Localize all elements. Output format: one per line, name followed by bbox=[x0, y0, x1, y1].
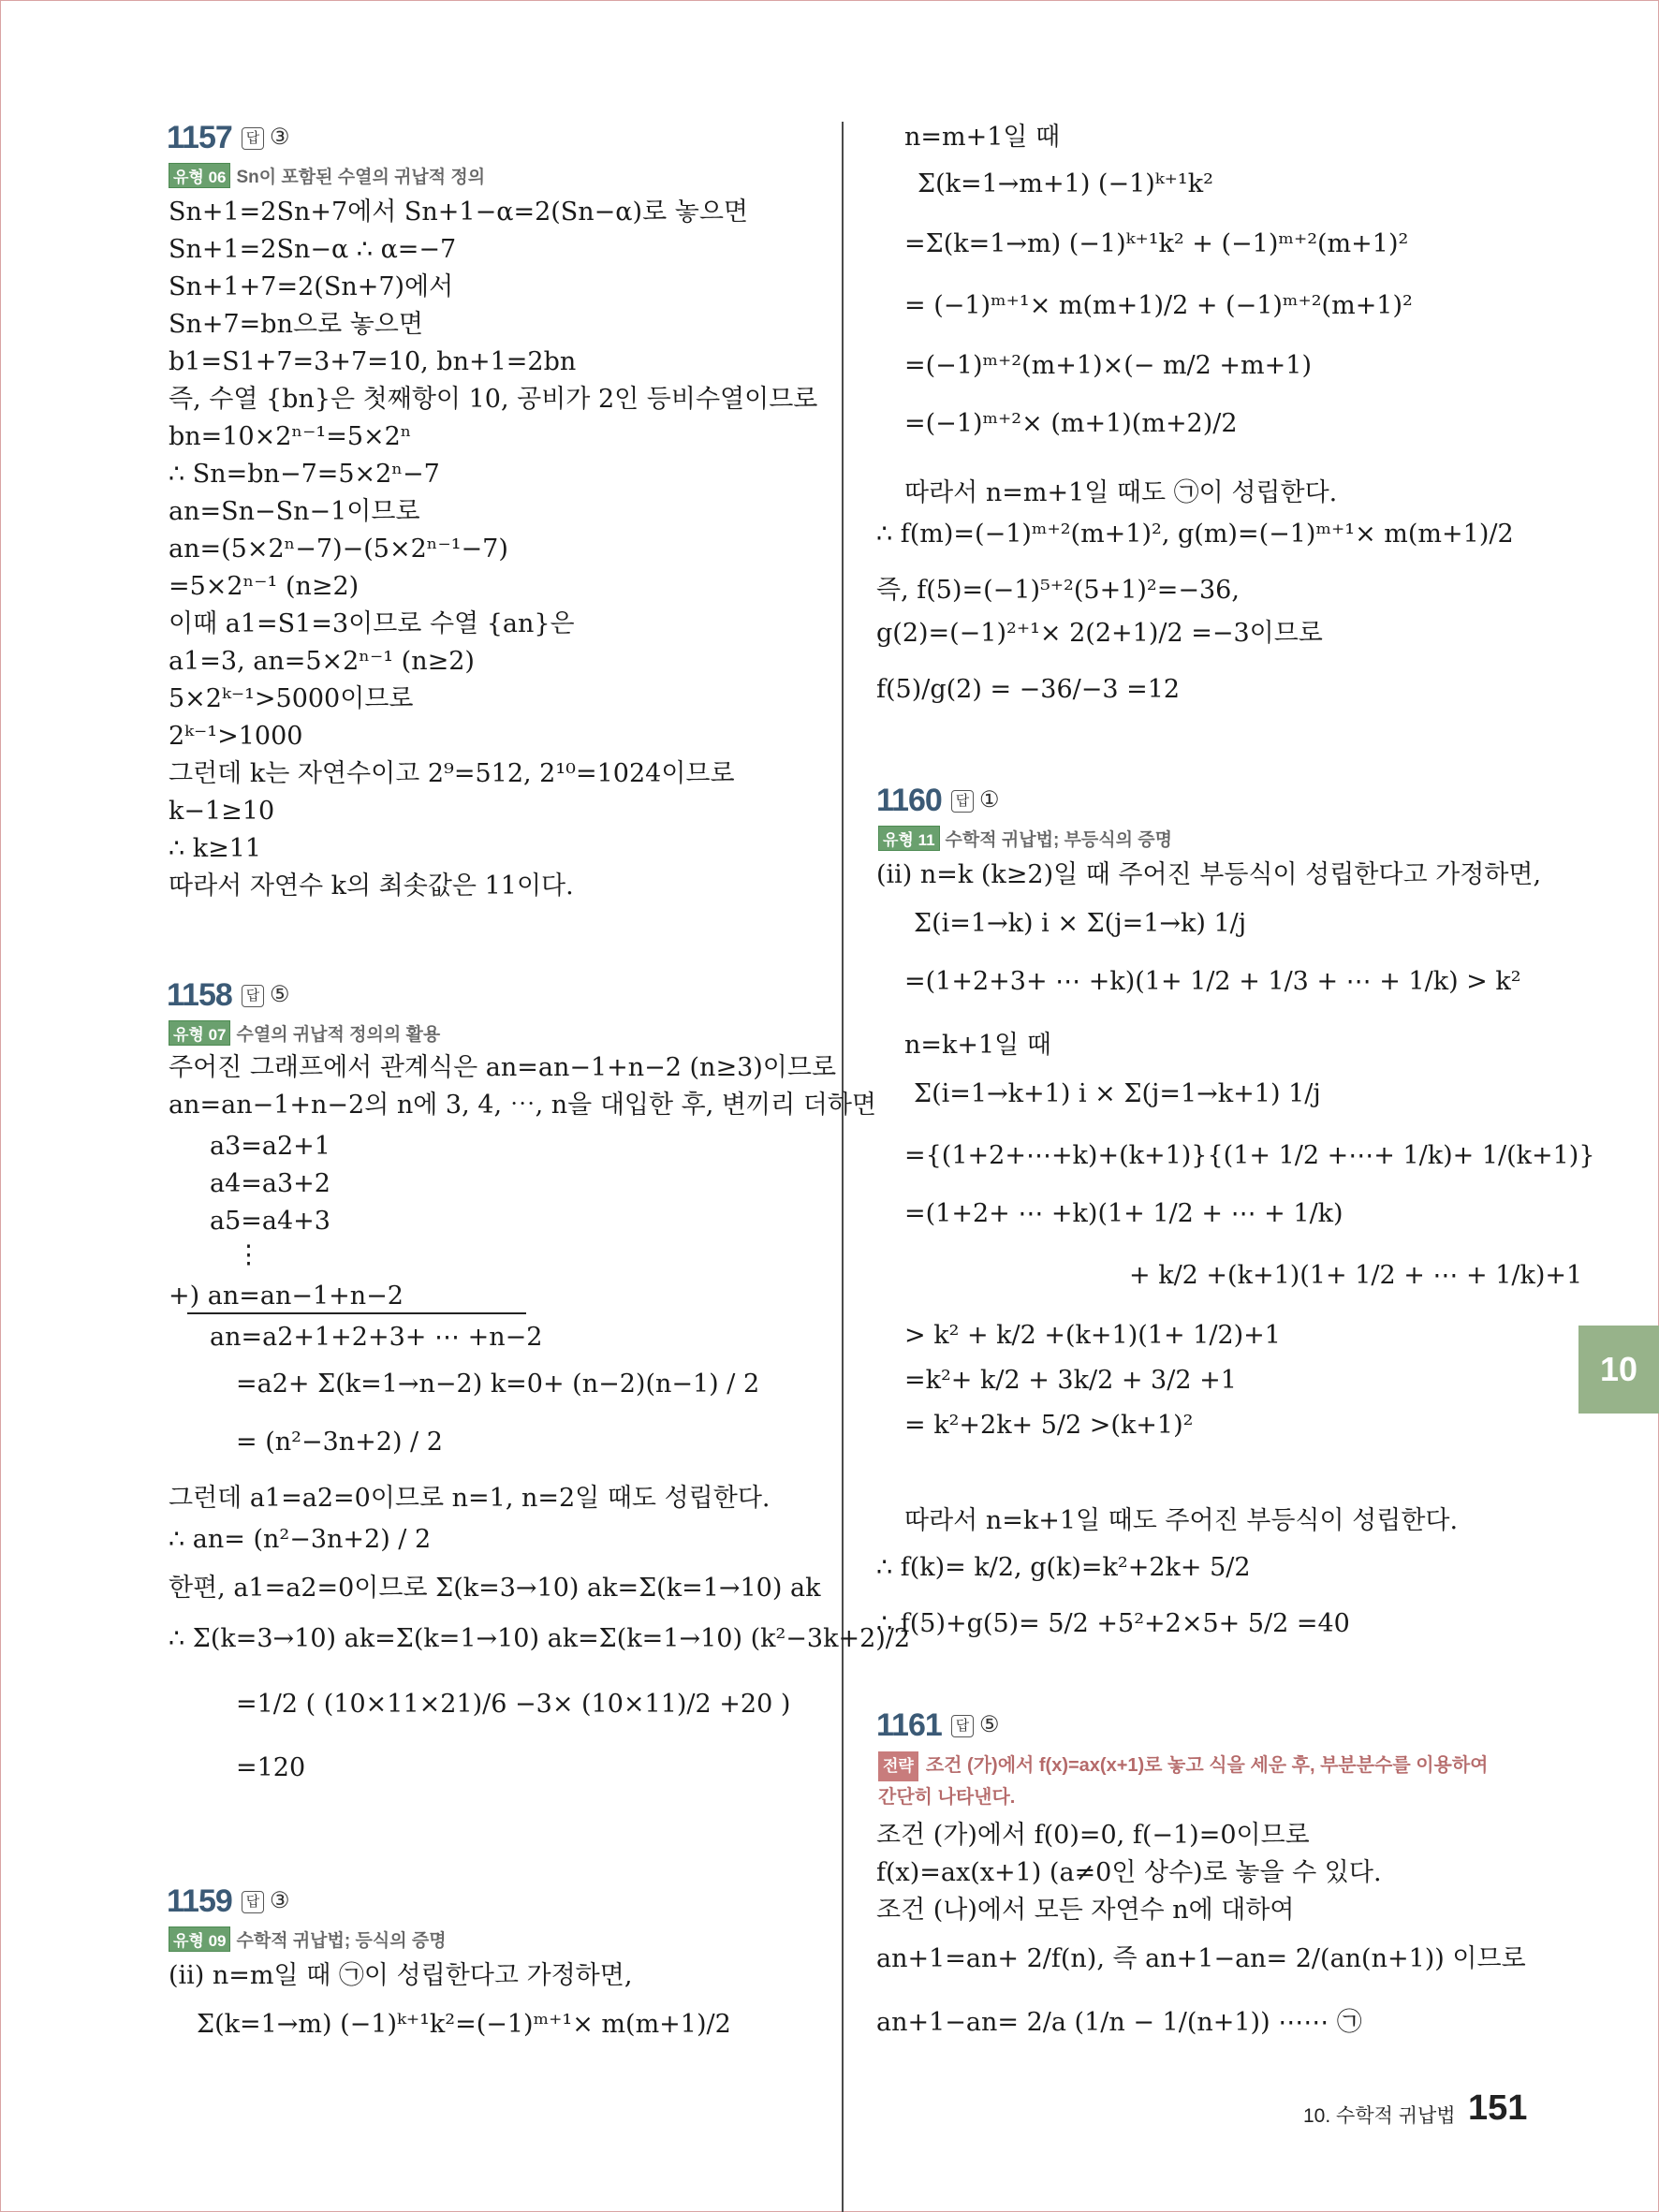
solution-line: an=a2+1+2+3+ ⋯ +n−2 bbox=[210, 1323, 543, 1352]
problem-number: 1160 bbox=[876, 783, 942, 818]
solution-line: +) an=an−1+n−2 bbox=[169, 1282, 404, 1311]
solution-line: 따라서 자연수 k의 최솟값은 11이다. bbox=[169, 872, 574, 901]
solution-line: 한편, a1=a2=0이므로 Σ(k=3→10) ak=Σ(k=1→10) ak bbox=[169, 1574, 821, 1603]
solution-line: a1=3, an=5×2ⁿ⁻¹ (n≥2) bbox=[169, 647, 475, 676]
solution-line: (ii) n=k (k≥2)일 때 주어진 부등식이 성립한다고 가정하면, bbox=[876, 860, 1542, 889]
solution-line: Σ(k=1→m) (−1)ᵏ⁺¹k²=(−1)ᵐ⁺¹× m(m+1)/2 bbox=[197, 2010, 731, 2039]
solution-line: a3=a2+1 bbox=[210, 1132, 330, 1161]
solution-line: g(2)=(−1)²⁺¹× 2(2+1)/2 =−3이므로 bbox=[876, 619, 1323, 648]
type-tag: 유형 06 Sn이 포함된 수열의 귀납적 정의 bbox=[169, 163, 485, 188]
answer-icon: 답 bbox=[242, 1891, 264, 1913]
solution-line: ∴ f(m)=(−1)ᵐ⁺²(m+1)², g(m)=(−1)ᵐ⁺¹× m(m+1)/2 bbox=[876, 520, 1514, 549]
solution-line: =1/2 ( (10×11×21)/6 −3× (10×11)/2 +20 ) bbox=[236, 1690, 791, 1719]
solution-line: an+1=an+ 2/f(n), 즉 an+1−an= 2/(an(n+1)) 이므로 bbox=[876, 1944, 1526, 1973]
solution-line: =(−1)ᵐ⁺²× (m+1)(m+2)/2 bbox=[904, 409, 1238, 438]
solution-line: 따라서 n=m+1일 때도 ㉠이 성립한다. bbox=[904, 478, 1338, 507]
solution-line: 그런데 a1=a2=0이므로 n=1, n=2일 때도 성립한다. bbox=[169, 1484, 771, 1513]
solution-line: Sn+1=2Sn−α ∴ α=−7 bbox=[169, 235, 457, 264]
page-number: 151 bbox=[1468, 2088, 1528, 2128]
solution-line: = k²+2k+ 5/2 >(k+1)² bbox=[904, 1411, 1194, 1440]
solution-line: > k² + k/2 +(k+1)(1+ 1/2)+1 bbox=[904, 1321, 1281, 1350]
solution-line: Sn+1+7=2(Sn+7)에서 bbox=[169, 272, 454, 301]
solution-line: ∴ f(k)= k/2, g(k)=k²+2k+ 5/2 bbox=[876, 1553, 1251, 1582]
sum-underline bbox=[187, 1312, 526, 1314]
solution-line: =Σ(k=1→m) (−1)ᵏ⁺¹k² + (−1)ᵐ⁺²(m+1)² bbox=[904, 229, 1409, 258]
solution-line: 이때 a1=S1=3이므로 수열 {an}은 bbox=[169, 609, 575, 638]
solution-line: ⋮ bbox=[236, 1240, 261, 1269]
solution-line: Σ(i=1→k) i × Σ(j=1→k) 1/j bbox=[914, 909, 1247, 938]
solution-line: = (n²−3n+2) / 2 bbox=[236, 1428, 443, 1457]
solution-line: bn=10×2ⁿ⁻¹=5×2ⁿ bbox=[169, 422, 412, 451]
solution-line: f(5)/g(2) = −36/−3 =12 bbox=[876, 675, 1181, 704]
solution-line: ∴ k≥11 bbox=[169, 834, 262, 863]
solution-line: 따라서 n=k+1일 때도 주어진 부등식이 성립한다. bbox=[904, 1506, 1459, 1535]
solution-line: n=k+1일 때 bbox=[904, 1031, 1051, 1060]
solution-line: =5×2ⁿ⁻¹ (n≥2) bbox=[169, 572, 360, 601]
solution-line: + k/2 +(k+1)(1+ 1/2 + ⋯ + 1/k)+1 bbox=[1129, 1261, 1583, 1290]
answer-icon: 답 bbox=[242, 127, 264, 150]
problem-number: 1158 bbox=[167, 977, 232, 1013]
answer-label: 답 ⑤ bbox=[242, 981, 290, 1008]
solution-line: n=m+1일 때 bbox=[904, 123, 1061, 152]
type-tag: 유형 11 수학적 귀납법; 부등식의 증명 bbox=[878, 826, 1172, 851]
answer-icon: 답 bbox=[951, 790, 974, 813]
solution-line: Sn+7=bn으로 놓으면 bbox=[169, 310, 423, 339]
solution-line: 즉, f(5)=(−1)⁵⁺²(5+1)²=−36, bbox=[876, 576, 1240, 605]
chapter-tab[interactable]: 10 bbox=[1578, 1326, 1659, 1414]
problem-number: 1157 bbox=[167, 120, 232, 155]
solution-line: an=Sn−Sn−1이므로 bbox=[169, 497, 420, 526]
solution-line: a5=a4+3 bbox=[210, 1207, 330, 1236]
solution-line: = (−1)ᵐ⁺¹× m(m+1)/2 + (−1)ᵐ⁺²(m+1)² bbox=[904, 291, 1413, 320]
answer-label: 답 ① bbox=[951, 786, 1000, 813]
solution-line: 즉, 수열 {bn}은 첫째항이 10, 공비가 2인 등비수열이므로 bbox=[169, 385, 818, 414]
solution-line: b1=S1+7=3+7=10, bn+1=2bn bbox=[169, 347, 577, 376]
solution-line: 조건 (나)에서 모든 자연수 n에 대하여 bbox=[876, 1896, 1295, 1925]
solution-line: 주어진 그래프에서 관계식은 an=an−1+n−2 (n≥3)이므로 bbox=[169, 1053, 837, 1082]
answer-icon: 답 bbox=[242, 985, 264, 1007]
answer-label: 답 ③ bbox=[242, 1887, 290, 1914]
problem-number: 1161 bbox=[876, 1707, 942, 1743]
solution-line: (ii) n=m일 때 ㉠이 성립한다고 가정하면, bbox=[169, 1961, 633, 1990]
solution-line: ={(1+2+⋯+k)+(k+1)}{(1+ 1/2 +⋯+ 1/k)+ 1/(k+1)} bbox=[904, 1141, 1595, 1170]
solution-line: an=an−1+n−2의 n에 3, 4, ⋯, n을 대입한 후, 변끼리 더하면 bbox=[169, 1091, 876, 1120]
solution-line: =(−1)ᵐ⁺²(m+1)×(− m/2 +m+1) bbox=[904, 351, 1312, 380]
type-tag: 유형 09 수학적 귀납법; 등식의 증명 bbox=[169, 1926, 447, 1952]
solution-line: 그런데 k는 자연수이고 2⁹=512, 2¹⁰=1024이므로 bbox=[169, 759, 735, 788]
solution-line: k−1≥10 bbox=[169, 797, 275, 826]
answer-label: 답 ⑤ bbox=[951, 1711, 1000, 1738]
solution-line: Sn+1=2Sn+7에서 Sn+1−α=2(Sn−α)로 놓으면 bbox=[169, 198, 748, 227]
solution-line: a4=a3+2 bbox=[210, 1169, 330, 1198]
solution-line: Σ(i=1→k+1) i × Σ(j=1→k+1) 1/j bbox=[914, 1079, 1321, 1108]
solution-line: =(1+2+ ⋯ +k)(1+ 1/2 + ⋯ + 1/k) bbox=[904, 1199, 1343, 1228]
answer-icon: 답 bbox=[951, 1715, 974, 1737]
solution-line: an+1−an= 2/a (1/n − 1/(n+1)) ⋯⋯ ㉠ bbox=[876, 2008, 1362, 2037]
strategy-note: 전략 조건 (가)에서 f(x)=ax(x+1)로 놓고 식을 세운 후, 부분분수를 이용하여 bbox=[878, 1751, 1489, 1781]
solution-line: f(x)=ax(x+1) (a≠0인 상수)로 놓을 수 있다. bbox=[876, 1858, 1382, 1887]
solution-line: ∴ Σ(k=3→10) ak=Σ(k=1→10) ak=Σ(k=1→10) (k²−3k+2)/2 bbox=[169, 1624, 911, 1653]
solution-line: ∴ an= (n²−3n+2) / 2 bbox=[169, 1525, 432, 1554]
solution-line: Σ(k=1→m+1) (−1)ᵏ⁺¹k² bbox=[918, 169, 1213, 198]
solution-line: =(1+2+3+ ⋯ +k)(1+ 1/2 + 1/3 + ⋯ + 1/k) > k² bbox=[904, 967, 1521, 996]
solution-line: ∴ f(5)+g(5)= 5/2 +5²+2×5+ 5/2 =40 bbox=[876, 1609, 1350, 1638]
answer-label: 답 ③ bbox=[242, 124, 290, 151]
solution-line: 조건 (가)에서 f(0)=0, f(−1)=0이므로 bbox=[876, 1821, 1310, 1850]
solution-line: =120 bbox=[236, 1753, 306, 1782]
type-tag: 유형 07 수열의 귀납적 정의의 활용 bbox=[169, 1020, 440, 1046]
solution-line: ∴ Sn=bn−7=5×2ⁿ−7 bbox=[169, 460, 440, 489]
solution-line: an=(5×2ⁿ−7)−(5×2ⁿ⁻¹−7) bbox=[169, 535, 508, 564]
solution-line: 5×2ᵏ⁻¹>5000이므로 bbox=[169, 684, 414, 713]
problem-number: 1159 bbox=[167, 1883, 232, 1919]
footer-chapter-title: 10. 수학적 귀납법 bbox=[1303, 2105, 1456, 2127]
column-divider bbox=[842, 122, 844, 2212]
solution-line: =k²+ k/2 + 3k/2 + 3/2 +1 bbox=[904, 1366, 1237, 1395]
solution-line: =a2+ Σ(k=1→n−2) k=0+ (n−2)(n−1) / 2 bbox=[236, 1370, 760, 1399]
solution-line: 2ᵏ⁻¹>1000 bbox=[169, 722, 303, 751]
strategy-note-cont: 간단히 나타낸다. bbox=[878, 1787, 1016, 1808]
